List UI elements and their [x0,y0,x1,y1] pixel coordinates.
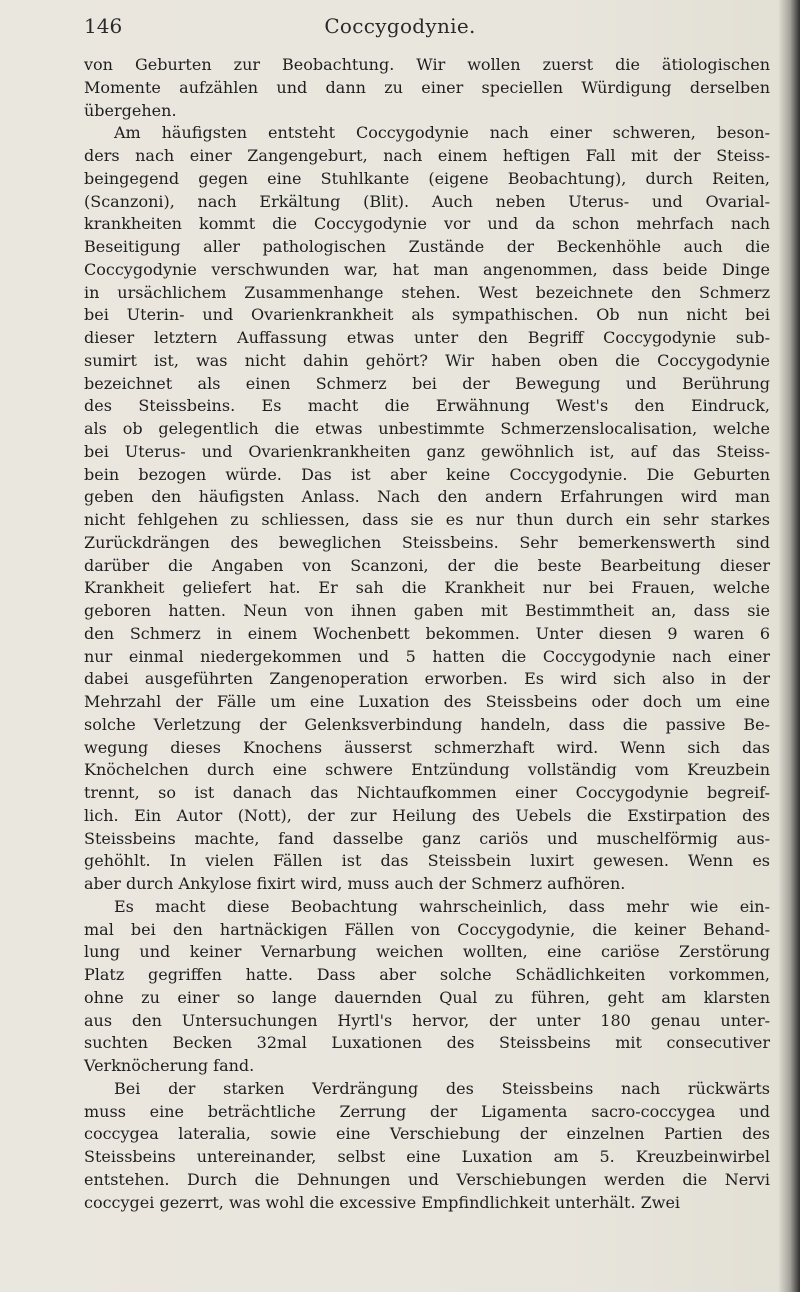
text-line: dabei ausgeführten Zangenoperation erworben. Es wird sich also in der [84,669,770,689]
text-line: mal bei den hartnäckigen Fällen von Coccygodynie, die keiner Behand- [84,919,770,939]
text-line: Beseitigung aller pathologischen Zustände der Beckenhöhle auch die [84,237,770,256]
text-line: Platz gegriffen hatte. Dass aber solche Schädlichkeiten vorkommen, [84,965,770,984]
page-edge-shadow [778,0,800,1292]
page-number: 146 [84,14,123,38]
text-line: geboren hatten. Neun von ihnen gaben mit Bestimmtheit an, dass sie [84,601,770,620]
text-line: Coccygodynie verschwunden war, hat man angenommen, dass beide Dinge [84,259,770,279]
text-line: Knöchelchen durch eine schwere Entzündung vollständig vom Kreuzbein [84,760,770,780]
text-line: Steissbeins untereinander, selbst eine Luxation am 5. Kreuzbeinwirbel [84,1147,770,1166]
text-line: trennt, so ist danach das Nichtaufkommen einer Coccygodynie begreif- [84,783,770,802]
text-line: aus den Untersuchungen Hyrtl's hervor, der unter 180 genau unter- [84,1010,770,1030]
text-line: beingegend gegen eine Stuhlkante (eigene Beobachtung), durch Reiten, [84,168,770,188]
text-line: Momente aufzählen und dann zu einer speciellen Würdigung derselben [84,77,770,97]
text-line: aber durch Ankylose fixirt wird, muss auch der Schmerz aufhören. [84,874,626,893]
text-line: dieser letztern Auffassung etwas unter den Begriff Coccygodynie sub- [84,328,770,347]
text-line: bei Uterin- und Ovarienkrankheit als sympathischen. Ob nun nicht bei [84,305,770,325]
text-line: Bei der starken Verdrängung des Steissbeins nach rückwärts [114,1078,770,1098]
text-line: übergehen. [84,100,177,120]
text-line: krankheiten kommt die Coccygodynie vor und da schon mehrfach nach [84,214,770,234]
text-line: des Steissbeins. Es macht die Erwähnung West's den Eindruck, [84,396,770,416]
text-line: coccygea lateralia, sowie eine Verschiebung der einzelnen Partien des [84,1124,770,1144]
text-line: nur einmal niedergekommen und 5 hatten die Coccygodynie nach einer [84,646,770,666]
text-line: als ob gelegentlich die etwas unbestimmte Schmerzenslocalisation, welche [84,419,770,438]
running-title: Coccygodynie. [324,14,476,38]
text-line: bezeichnet als einen Schmerz bei der Bewegung und Berührung [84,373,770,393]
text-line: geben den häufigsten Anlass. Nach den andern Erfahrungen wird man [84,487,770,507]
text-line: lich. Ein Autor (Nott), der zur Heilung des Uebels die Exstirpation des [84,805,770,825]
text-line: Krankheit geliefert hat. Er sah die Krankheit nur bei Frauen, welche [84,578,770,598]
body-text [84,54,770,1214]
text-line: (Scanzoni), nach Erkältung (Blit). Auch neben Uterus- und Ovarial- [84,191,770,211]
text-line: muss eine beträchtliche Zerrung der Ligamenta sacro-coccygea und [84,1101,770,1121]
text-line: suchten Becken 32mal Luxationen des Steissbeins mit consecutiver [84,1033,770,1053]
text-line: den Schmerz in einem Wochenbett bekommen. Unter diesen 9 waren 6 [84,623,770,643]
text-line: bei Uterus- und Ovarienkrankheiten ganz gewöhnlich ist, auf das Steiss- [84,441,770,461]
text-line: bein bezogen würde. Das ist aber keine Coccygodynie. Die Geburten [84,464,770,484]
text-line: lung und keiner Vernarbung weichen wollten, eine cariöse Zerstörung [84,942,770,962]
text-line: ders nach einer Zangengeburt, nach einem heftigen Fall mit der Steiss- [84,146,770,165]
text-line: solche Verletzung der Gelenksverbindung handeln, dass die passive Be- [84,714,770,734]
text-line: Zurückdrängen des beweglichen Steissbeins. Sehr bemerkenswerth sind [84,532,770,552]
text-line: darüber die Angaben von Scanzoni, der die beste Bearbeitung dieser [84,555,770,575]
text-line: wegung dieses Knochens äusserst schmerzhaft wird. Wenn sich das [84,737,770,757]
text-line: von Geburten zur Beobachtung. Wir wollen zuerst die ätiologischen [84,55,770,74]
text-line: Mehrzahl der Fälle um eine Luxation des Steissbeins oder doch um eine [84,692,770,711]
text-line: Es macht diese Beobachtung wahrscheinlich, dass mehr wie ein- [114,896,770,916]
text-line: nicht fehlgehen zu schliessen, dass sie es nur thun durch ein sehr starkes [84,510,770,529]
text-line: in ursächlichem Zusammenhange stehen. West bezeichnete den Schmerz [84,282,770,302]
text-line: sumirt ist, was nicht dahin gehört? Wir haben oben die Coccygodynie [84,350,770,370]
text-line: gehöhlt. In vielen Fällen ist das Steissbein luxirt gewesen. Wenn es [84,851,770,871]
text-line: Am häufigsten entsteht Coccygodynie nach einer schweren, beson- [114,123,770,143]
text-line: ohne zu einer so lange dauernden Qual zu führen, geht am klarsten [84,987,770,1007]
text-line: Steissbeins machte, fand dasselbe ganz cariös und muschelförmig aus- [84,828,770,848]
text-line: Verknöcherung fand. [84,1056,255,1075]
text-line: entstehen. Durch die Dehnungen und Verschiebungen werden die Nervi [84,1169,770,1189]
text-line: coccygei gezerrt, was wohl die excessive Empfindlichkeit unterhält. Zwei [84,1192,681,1212]
